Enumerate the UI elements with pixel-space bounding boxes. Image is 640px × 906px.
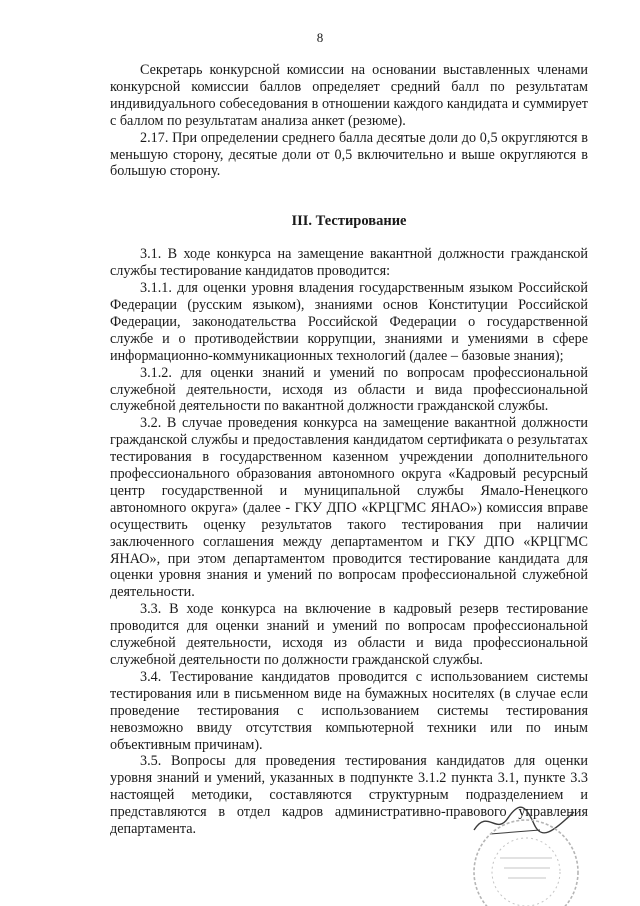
page-number: 8 [316, 30, 324, 45]
document-body [110, 62, 588, 838]
stamp-seal [462, 814, 590, 906]
paragraph-3-4: 3.4. Тестирование кандидатов проводится с использованием системы тестирования или в письменном виде на бумажных носителях (в случае если проведение тестирования с использованием системы тестирования невозможно ввиду отсутствия компьютерной техники или по иным объективным причинам). [110, 668, 588, 753]
paragraph-3-1-1: 3.1.1. для оценки уровня владения государственным языком Российской Федерации (русским языком), знаниями основ Конституции Российской Федерации, законодательства Российской Федерации о государственной службе и о противодействии коррупции, знаниями и умениями в сфере информационно-коммуникационных технологий (далее – базовые знания); [110, 280, 588, 364]
paragraph-3-1-2: 3.1.2. для оценки знаний и умений по вопросам профессиональной служебной деятельности, исходя из области и вида профессиональной служебной деятельности по вакантной должности гражданской службы. [110, 364, 588, 415]
paragraph-3-2: 3.2. В случае проведения конкурса на замещение вакантной должности гражданской службы и предоставления кандидатом сертификата о результатах тестирования в государственном казенном учреждении дополнительного профессионального образования автономного округа «Кадровый ресурсный центр государственной и муниципальной службы Ямало-Ненецкого автономного округа» (далее - ГКУ ДПО «КРЦГМС ЯНАО») комиссия вправе осуществить оценку результатов такого тестирования при наличии заключенного соглашения между департаментом и ГКУ ДПО «КРЦГМС ЯНАО», при этом департаментом проводится тестирование кандидата для оценки уровня знания и умений по вопросам профессиональной служебной деятельности. [110, 415, 588, 601]
paragraph-3-1: 3.1. В ходе конкурса на замещение вакантной должности гражданской службы тестирование кандидатов проводится: [110, 246, 588, 280]
paragraph-3-5: 3.5. Вопросы для проведения тестирования кандидатов для оценки уровня знаний и умений, указанных в подпункте 3.1.2 пункта 3.1, пункте 3.3 настоящей методики, составляются структурным подразделением и представляются в отдел кадров административно-правового управления департамента. [110, 753, 588, 838]
paragraph-secretary: Секретарь конкурсной комиссии на основании выставленных членами конкурсной комиссии баллов определяет средний балл по результатам индивидуального собеседования в отношении каждого кандидата и суммирует с баллом по результатам анализа анкет (резюме). [110, 62, 588, 129]
section-title: III. Тестирование [291, 213, 407, 230]
paragraph-2-17: 2.17. При определении среднего балла десятые доли до 0,5 округляются в меньшую сторону, десятые доли от 0,5 включительно и выше округляются в большую сторону. [110, 129, 588, 180]
paragraph-3-3: 3.3. В ходе конкурса на включение в кадровый резерв тестирование проводится для оценки знаний и умений по вопросам профессиональной служебной деятельности, исходя из области и вида профессиональной служебной деятельности по должности гражданской службы. [110, 601, 588, 668]
